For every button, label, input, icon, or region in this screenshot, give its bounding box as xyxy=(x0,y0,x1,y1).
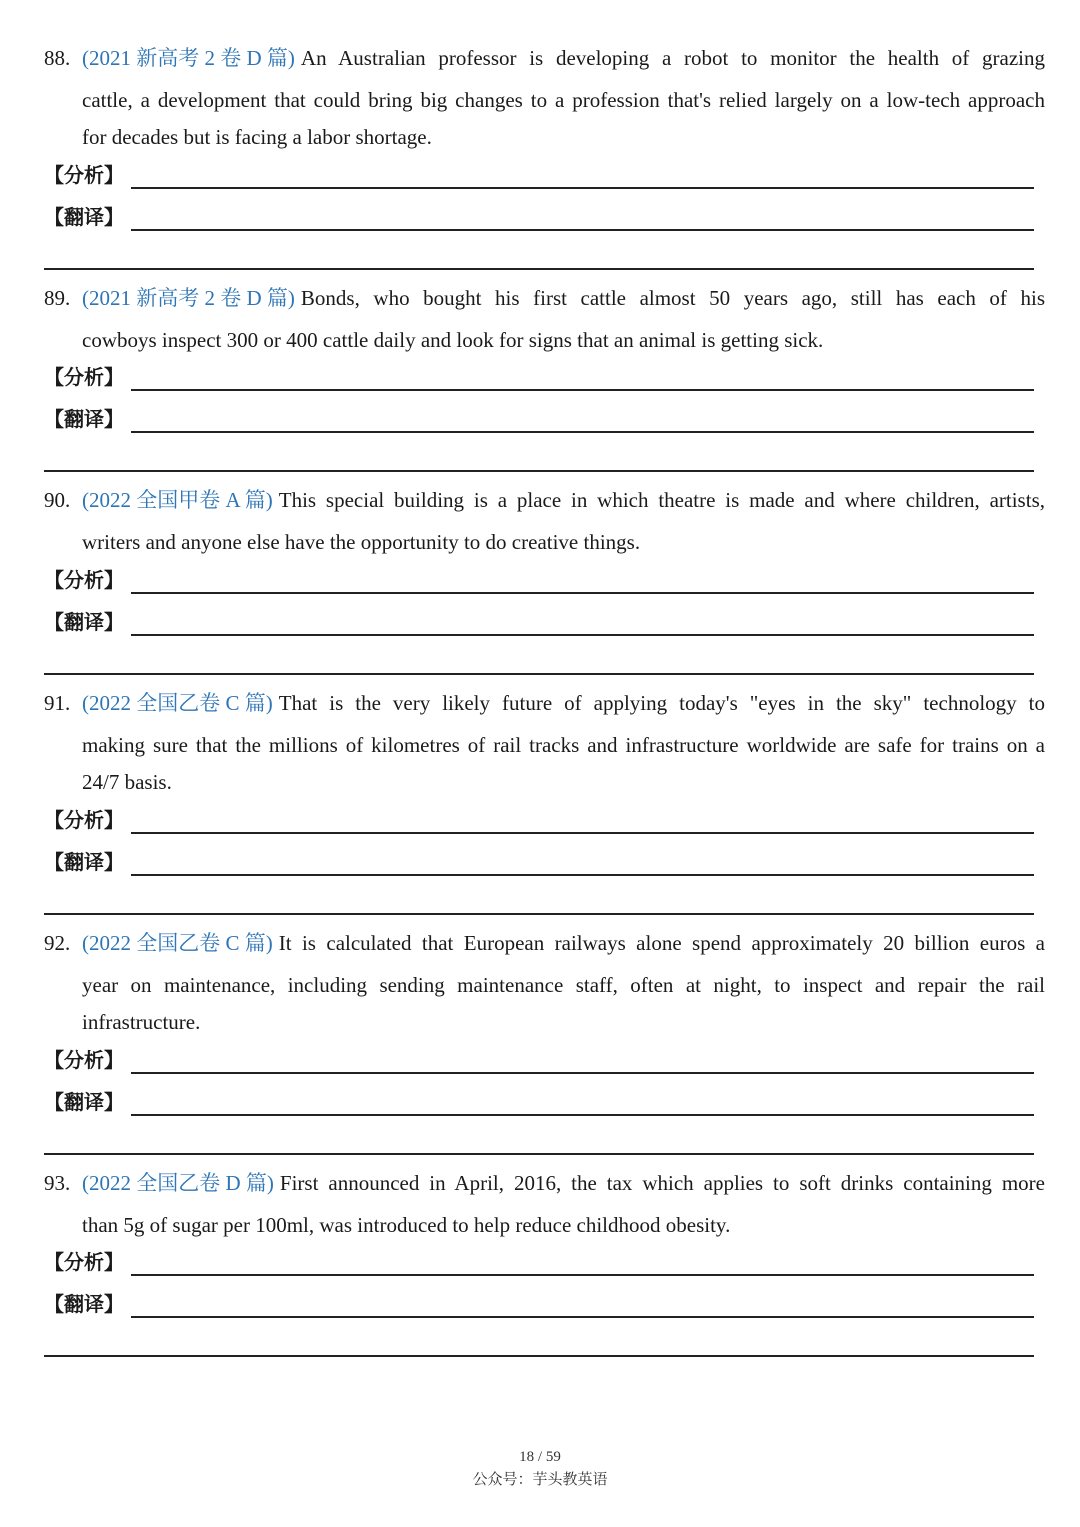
question-text-continuation: for decades but is facing a labor shortage. xyxy=(82,125,432,149)
analysis-row xyxy=(44,806,1034,836)
question-first-line xyxy=(44,479,1045,521)
translation-row xyxy=(44,848,1034,878)
translation-row xyxy=(44,1088,1034,1118)
question-text: An Australian professor is developing a robot to monitor the health of grazing xyxy=(300,46,1045,70)
question-text-continuation: year on maintenance, including sending maintenance staff, often at night, to inspect and repair the rail xyxy=(82,973,1045,997)
translation-label: 【翻译】 xyxy=(44,850,124,874)
analysis-row xyxy=(44,1046,1034,1076)
translation-answer-line[interactable] xyxy=(131,1316,1034,1318)
question-number: 91. xyxy=(44,691,71,715)
question-source-tag: (2022 全国乙卷 D 篇) xyxy=(82,1171,274,1195)
translation-label: 【翻译】 xyxy=(44,205,124,229)
analysis-row xyxy=(44,1248,1034,1278)
translation-extra-line[interactable] xyxy=(44,673,1034,675)
translation-row xyxy=(44,608,1034,638)
question-first-line xyxy=(44,682,1045,724)
footer-credit: 公众号：芋头教英语 xyxy=(472,1470,608,1488)
question-source-tag: (2022 全国甲卷 A 篇) xyxy=(82,488,273,512)
question-number: 89. xyxy=(44,286,71,310)
question-text-continuation: cattle, a development that could bring big changes to a profession that's relied largely on a low-tech approach xyxy=(82,88,1045,112)
analysis-answer-line[interactable] xyxy=(131,187,1034,189)
analysis-label: 【分析】 xyxy=(44,365,124,389)
translation-extra-line[interactable] xyxy=(44,913,1034,915)
question-text: This special building is a place in which theatre is made and where children, artists, xyxy=(278,488,1045,512)
question-text: That is the very likely future of applying today's "eyes in the sky" technology to xyxy=(278,691,1045,715)
translation-label: 【翻译】 xyxy=(44,1292,124,1316)
translation-label: 【翻译】 xyxy=(44,407,124,431)
translation-answer-line[interactable] xyxy=(131,874,1034,876)
analysis-answer-line[interactable] xyxy=(131,1072,1034,1074)
translation-row xyxy=(44,203,1034,233)
question-source-tag: (2022 全国乙卷 C 篇) xyxy=(82,691,273,715)
question-number: 93. xyxy=(44,1171,71,1195)
translation-extra-line[interactable] xyxy=(44,268,1034,270)
question-first-line xyxy=(44,37,1045,79)
translation-label: 【翻译】 xyxy=(44,610,124,634)
question-first-line xyxy=(44,922,1045,964)
analysis-label: 【分析】 xyxy=(44,808,124,832)
question-text-continuation: infrastructure. xyxy=(82,1010,201,1034)
question-number: 90. xyxy=(44,488,71,512)
question-source-tag: (2021 新高考 2 卷 D 篇) xyxy=(82,46,295,70)
question-text-continuation: than 5g of sugar per 100ml, was introduced to help reduce childhood obesity. xyxy=(82,1213,731,1237)
question-text: It is calculated that European railways alone spend approximately 20 billion euros a xyxy=(278,931,1045,955)
translation-label: 【翻译】 xyxy=(44,1090,124,1114)
analysis-answer-line[interactable] xyxy=(131,592,1034,594)
translation-answer-line[interactable] xyxy=(131,1114,1034,1116)
question-source-tag: (2022 全国乙卷 C 篇) xyxy=(82,931,273,955)
analysis-label: 【分析】 xyxy=(44,163,124,187)
analysis-label: 【分析】 xyxy=(44,568,124,592)
question-first-line xyxy=(44,277,1045,319)
analysis-answer-line[interactable] xyxy=(131,389,1034,391)
analysis-label: 【分析】 xyxy=(44,1048,124,1072)
question-text: First announced in April, 2016, the tax which applies to soft drinks containing more xyxy=(279,1171,1045,1195)
question-text-continuation: 24/7 basis. xyxy=(82,770,172,794)
question-source-tag: (2021 新高考 2 卷 D 篇) xyxy=(82,286,295,310)
analysis-row xyxy=(44,161,1034,191)
translation-row xyxy=(44,405,1034,435)
translation-answer-line[interactable] xyxy=(131,634,1034,636)
translation-extra-line[interactable] xyxy=(44,1153,1034,1155)
translation-row xyxy=(44,1290,1034,1320)
analysis-answer-line[interactable] xyxy=(131,1274,1034,1276)
analysis-label: 【分析】 xyxy=(44,1250,124,1274)
question-text: Bonds, who bought his first cattle almost 50 years ago, still has each of his xyxy=(300,286,1045,310)
page-number: 18 / 59 xyxy=(519,1449,561,1465)
translation-extra-line[interactable] xyxy=(44,1355,1034,1357)
question-first-line xyxy=(44,1162,1045,1204)
question-number: 92. xyxy=(44,931,71,955)
question-text-continuation: making sure that the millions of kilometres of rail tracks and infrastructure worldwide are safe for trains on a xyxy=(82,733,1045,757)
analysis-row xyxy=(44,363,1034,393)
analysis-row xyxy=(44,566,1034,596)
question-text-continuation: writers and anyone else have the opportunity to do creative things. xyxy=(82,530,641,554)
translation-answer-line[interactable] xyxy=(131,229,1034,231)
analysis-answer-line[interactable] xyxy=(131,832,1034,834)
translation-answer-line[interactable] xyxy=(131,431,1034,433)
question-number: 88. xyxy=(44,46,71,70)
question-text-continuation: cowboys inspect 300 or 400 cattle daily and look for signs that an animal is getting sick. xyxy=(82,328,824,352)
translation-extra-line[interactable] xyxy=(44,470,1034,472)
